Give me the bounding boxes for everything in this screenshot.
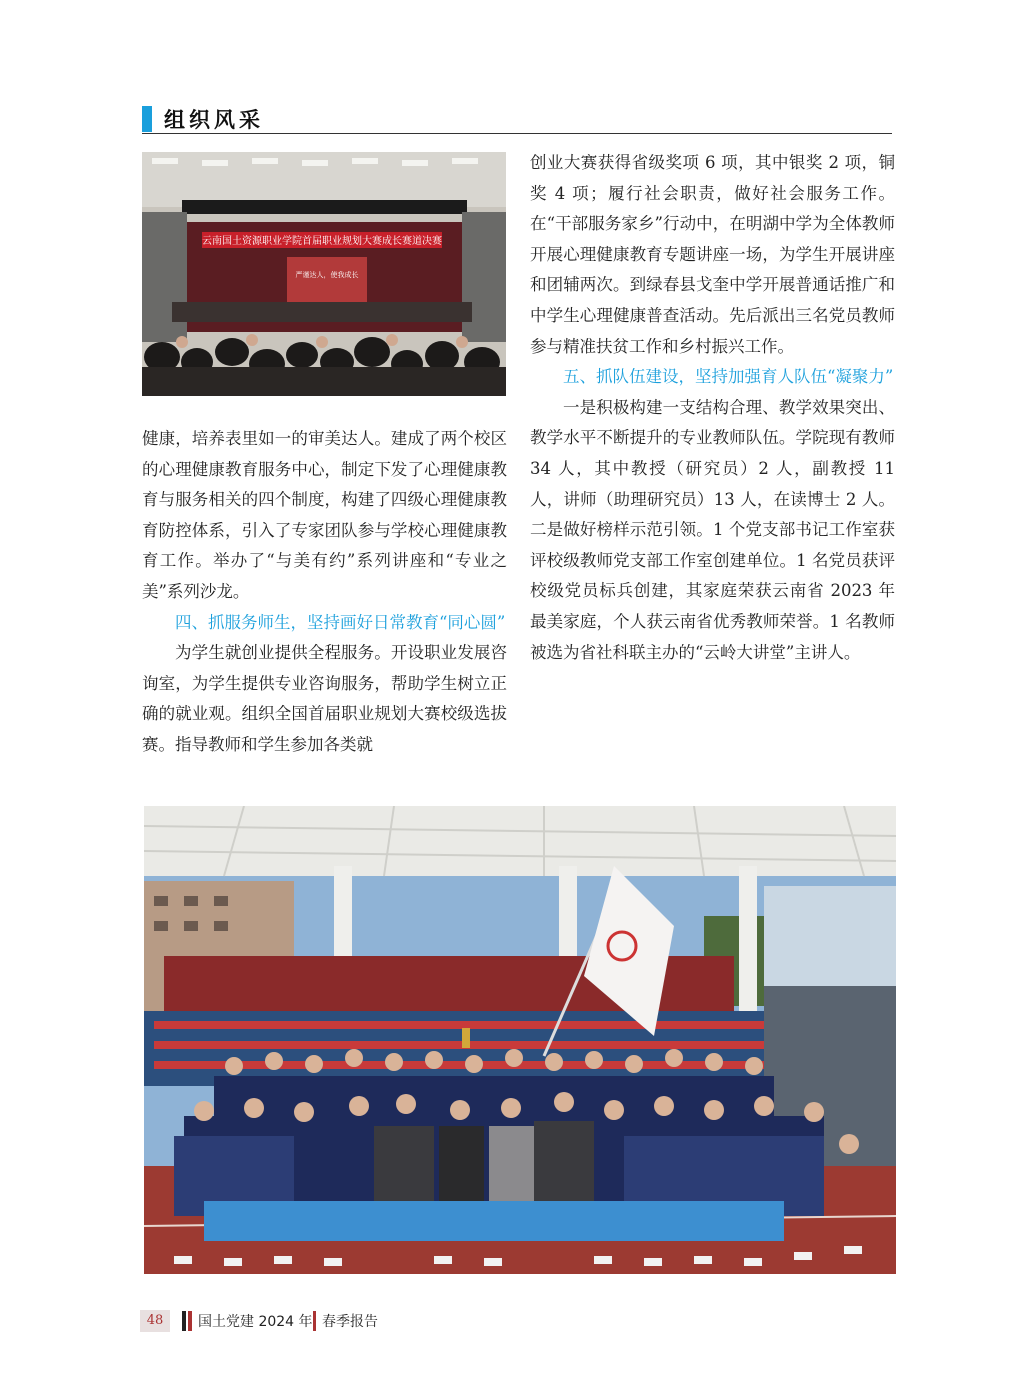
section-heading-5: 五、抓队伍建设，坚持加强育人队伍“凝聚力” bbox=[563, 367, 894, 387]
page-number: 48 bbox=[140, 1310, 170, 1332]
right-paragraph-2: 一是积极构建一支结构合理、教学效果突出、教学水平不断提升的专业教师队伍。学院现有教师 34 人，其中教授（研究员）2 人，副教授 11 人，讲师（助理研究员）13 人，在读博士 2 人。二是做好榜样示范引领。1 个党支部书记工作室获评校级教师党支部工作室创建单位。1 名党员获评校级党员标兵创建，其家庭荣获云南省 2023 年最美家庭，个人获云南省优秀教师荣誉。1 名教师被选为省社科联主办的“云岭大讲堂”主讲人。 bbox=[530, 397, 895, 662]
page-footer bbox=[140, 1310, 540, 1334]
left-column bbox=[142, 424, 507, 761]
banner-text: 云南国土资源职业学院首届职业规划大赛成长赛道决赛 bbox=[202, 236, 442, 247]
right-paragraph-1: 创业大赛获得省级奖项 6 项，其中银奖 2 项，铜奖 4 项；履行社会职责，做好社会服务工作。在“干部服务家乡”行动中，在明湖中学为全体教师开展心理健康教育专题讲座一场，为学生开展讲座和团辅两次。到绿春县戈奎中学开展普通话推广和中学生心理健康普查活动。先后派出三名党员教师参与精准扶贫工作和乡村振兴工作。 bbox=[530, 153, 895, 356]
footer-section-name: 春季报告 bbox=[322, 1314, 378, 1330]
footer-divider-accent bbox=[188, 1311, 192, 1331]
right-column bbox=[530, 148, 895, 668]
photo-auditorium bbox=[142, 152, 506, 396]
footer-divider bbox=[182, 1311, 186, 1331]
footer-divider-2 bbox=[313, 1311, 316, 1331]
section-header bbox=[142, 102, 892, 134]
header-accent-bar bbox=[142, 106, 152, 132]
section-title: 组织风采 bbox=[164, 108, 264, 132]
publication-name: 国土党建 2024 年 bbox=[198, 1314, 313, 1330]
header-rule bbox=[142, 133, 892, 134]
left-paragraph-2: 为学生就创业提供全程服务。开设职业发展咨询室，为学生提供专业咨询服务，帮助学生树立正确的就业观。组织全国首届职业规划大赛校级选拔赛。指导教师和学生参加各类就 bbox=[142, 643, 507, 754]
left-paragraph-1: 健康，培养表里如一的审美达人。建成了两个校区的心理健康教育服务中心，制定下发了心理健康教育与服务相关的四个制度，构建了四级心理健康教育防控体系，引入了专家团队参与学校心理健康教育工作。举办了“与美有约”系列讲座和“专业之美”系列沙龙。 bbox=[142, 429, 507, 601]
screen-text: 严谨达人，使我成长 bbox=[295, 271, 359, 279]
photo-team-group bbox=[144, 806, 896, 1274]
section-heading-4: 四、抓服务师生，坚持画好日常教育“同心圆” bbox=[175, 612, 506, 632]
